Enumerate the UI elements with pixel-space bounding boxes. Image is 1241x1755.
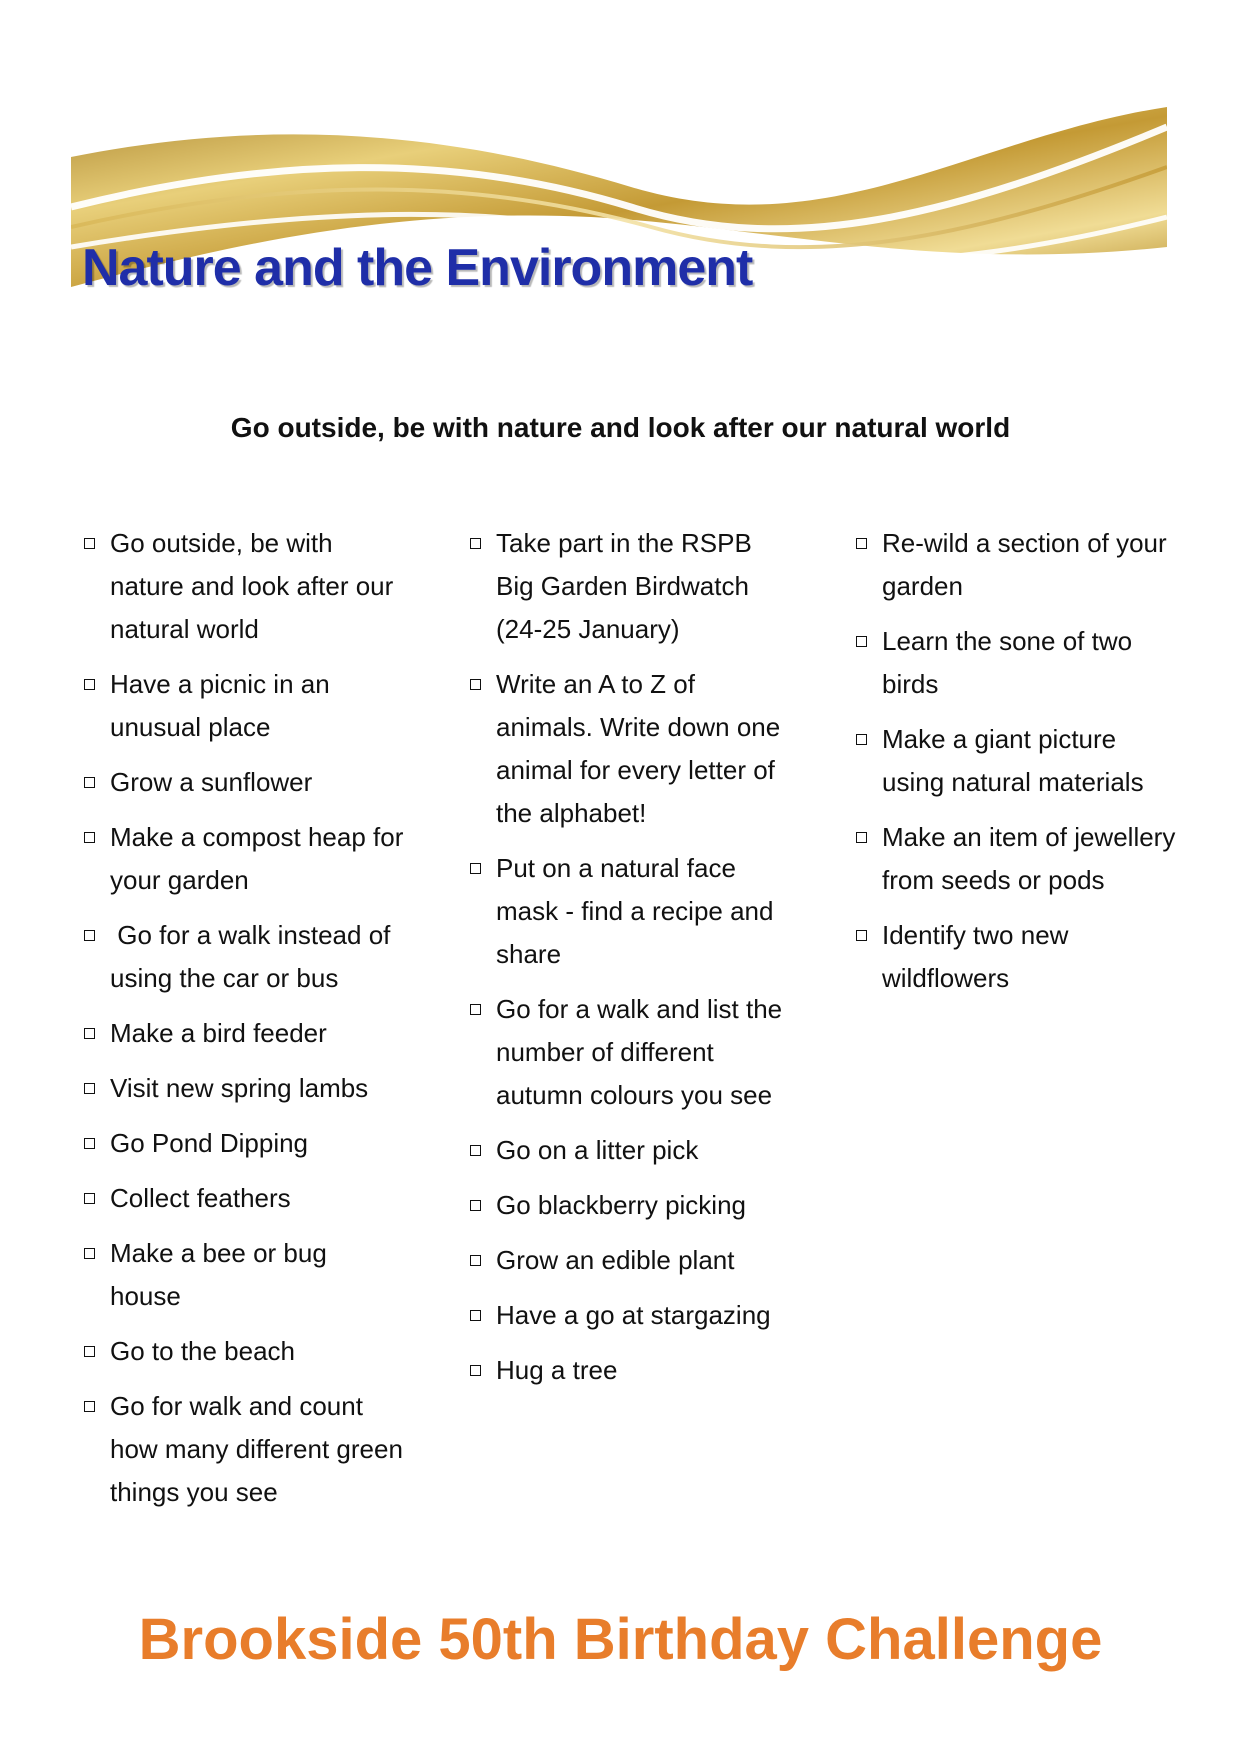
activity-label: Go for a walk and list the number of different autumn colours you see	[496, 994, 783, 1110]
activity-label: Go for walk and count how many different green things you see	[110, 1391, 403, 1507]
activity-label: Make a giant picture using natural materials	[882, 724, 1144, 797]
checkbox-icon[interactable]	[84, 777, 95, 788]
activity-label: Take part in the RSPB Big Garden Birdwatch (24-25 January)	[496, 528, 752, 644]
activity-label: Re-wild a section of your garden	[882, 528, 1167, 601]
checkbox-icon[interactable]	[470, 538, 481, 549]
activity-label: Identify two new wildflowers	[882, 920, 1069, 993]
activity-item[interactable]	[84, 914, 404, 1000]
activity-item[interactable]	[84, 1012, 404, 1055]
activity-label: Make a bee or bug house	[110, 1238, 327, 1311]
activity-item[interactable]	[470, 1239, 790, 1282]
activity-label: Learn the sone of two birds	[882, 626, 1133, 699]
checkbox-icon[interactable]	[470, 679, 481, 690]
activity-label: Go blackberry picking	[496, 1190, 746, 1220]
activity-label: Have a go at stargazing	[496, 1300, 771, 1330]
checkbox-icon[interactable]	[84, 1401, 95, 1412]
activity-item[interactable]	[84, 1177, 404, 1220]
activity-item[interactable]	[856, 522, 1176, 608]
activity-item[interactable]	[470, 1129, 790, 1172]
activity-item[interactable]	[84, 1232, 404, 1318]
checkbox-icon[interactable]	[84, 930, 95, 941]
checkbox-icon[interactable]	[84, 1248, 95, 1259]
checkbox-icon[interactable]	[856, 734, 867, 745]
activity-column-3	[856, 522, 1176, 1012]
activity-item[interactable]	[856, 816, 1176, 902]
checkbox-icon[interactable]	[470, 863, 481, 874]
activity-label: Make an item of jewellery from seeds or pods	[882, 822, 1176, 895]
checkbox-icon[interactable]	[470, 1365, 481, 1376]
activity-item[interactable]	[470, 663, 790, 835]
checkbox-icon[interactable]	[470, 1310, 481, 1321]
checkbox-icon[interactable]	[84, 1083, 95, 1094]
activity-item[interactable]	[84, 1067, 404, 1110]
checkbox-icon[interactable]	[470, 1200, 481, 1211]
checkbox-icon[interactable]	[84, 1193, 95, 1204]
checkbox-icon[interactable]	[856, 538, 867, 549]
activity-label: Make a compost heap for your garden	[110, 822, 404, 895]
activity-label: Go outside, be with nature and look after our natural world	[110, 528, 394, 644]
checkbox-icon[interactable]	[84, 679, 95, 690]
activity-item[interactable]	[84, 663, 404, 749]
checkbox-icon[interactable]	[470, 1145, 481, 1156]
activity-column-2	[470, 522, 790, 1404]
activity-label: Put on a natural face mask - find a recipe and share	[496, 853, 774, 969]
activity-item[interactable]	[84, 522, 404, 651]
checkbox-icon[interactable]	[856, 636, 867, 647]
activity-item[interactable]	[856, 718, 1176, 804]
activity-item[interactable]	[856, 914, 1176, 1000]
activity-item[interactable]	[84, 1330, 404, 1373]
checkbox-icon[interactable]	[856, 832, 867, 843]
checkbox-icon[interactable]	[84, 1028, 95, 1039]
activity-label: Go for a walk instead of using the car or bus	[110, 920, 398, 993]
activity-label: Have a picnic in an unusual place	[110, 669, 330, 742]
activity-item[interactable]	[84, 1122, 404, 1165]
activity-item[interactable]	[84, 761, 404, 804]
activity-item[interactable]	[470, 988, 790, 1117]
activity-item[interactable]	[470, 1349, 790, 1392]
activity-label: Make a bird feeder	[110, 1018, 327, 1048]
page-title: Nature and the Environment	[82, 239, 753, 297]
activity-label: Visit new spring lambs	[110, 1073, 369, 1103]
activity-column-1	[84, 522, 404, 1526]
activity-item[interactable]	[470, 1184, 790, 1227]
activity-item[interactable]	[84, 1385, 404, 1514]
activity-item[interactable]	[856, 620, 1176, 706]
checkbox-icon[interactable]	[84, 1138, 95, 1149]
activity-label: Hug a tree	[496, 1355, 618, 1385]
activity-label: Go on a litter pick	[496, 1135, 699, 1165]
checkbox-icon[interactable]	[856, 930, 867, 941]
checkbox-icon[interactable]	[84, 538, 95, 549]
activity-item[interactable]	[84, 816, 404, 902]
checkbox-icon[interactable]	[470, 1255, 481, 1266]
activity-label: Grow an edible plant	[496, 1245, 735, 1275]
activity-label: Go to the beach	[110, 1336, 296, 1366]
activity-label: Write an A to Z of animals. Write down one animal for every letter of the alphabet!	[496, 669, 781, 828]
activity-item[interactable]	[470, 847, 790, 976]
checkbox-icon[interactable]	[470, 1004, 481, 1015]
activity-item[interactable]	[470, 1294, 790, 1337]
page-subtitle: Go outside, be with nature and look after our natural world	[230, 412, 1011, 443]
activity-label: Go Pond Dipping	[110, 1128, 309, 1158]
checkbox-icon[interactable]	[84, 832, 95, 843]
activity-label: Grow a sunflower	[110, 767, 313, 797]
footer-title: Brookside 50th Birthday Challenge	[138, 1607, 1103, 1672]
activity-label: Collect feathers	[110, 1183, 291, 1213]
checkbox-icon[interactable]	[84, 1346, 95, 1357]
activity-item[interactable]	[470, 522, 790, 651]
